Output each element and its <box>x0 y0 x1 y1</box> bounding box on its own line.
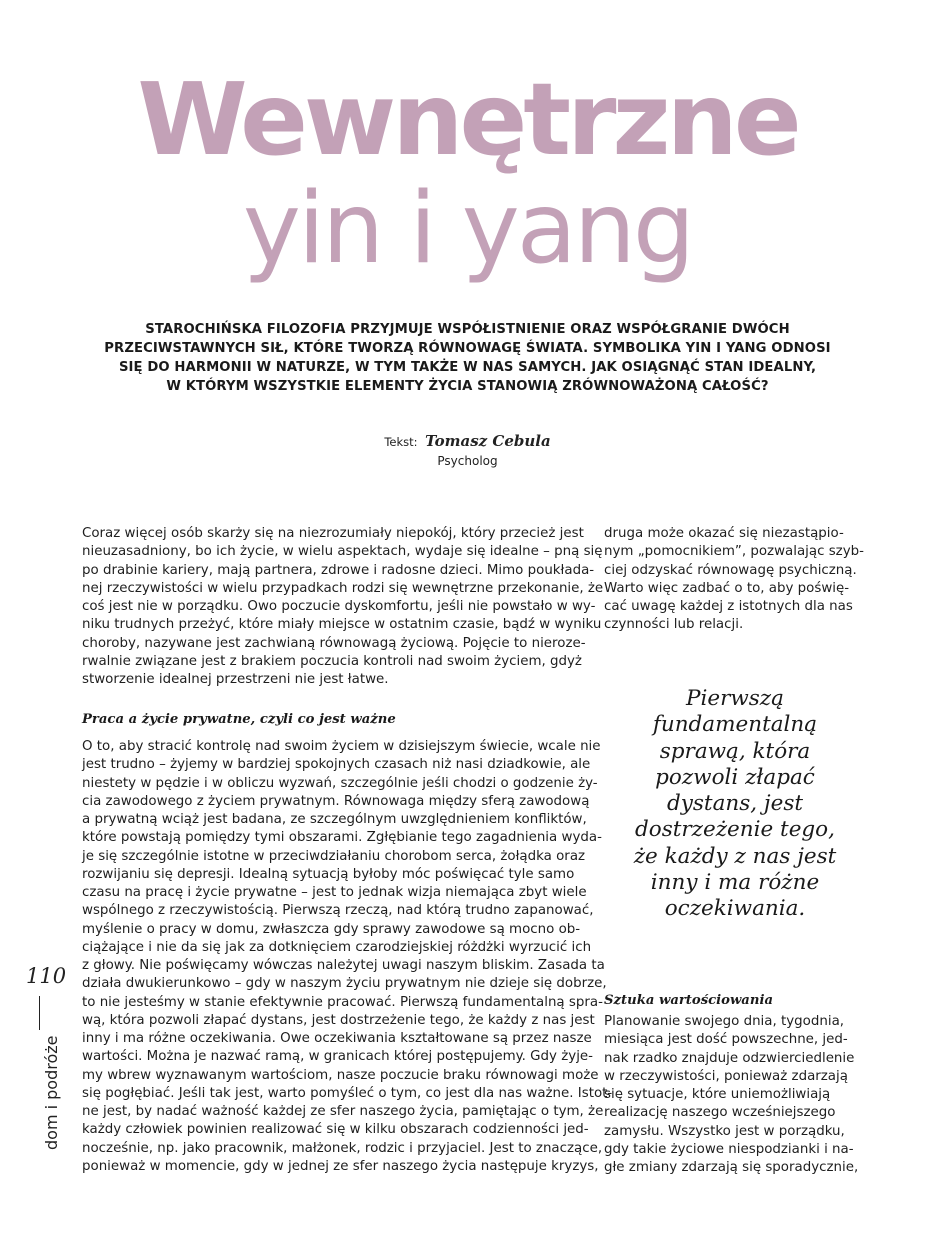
text-line: czasu na pracę i życie prywatne – jest to jednak wizja niemająca zbyt wiele <box>82 885 587 900</box>
lead-line: PRZECIWSTAWNYCH SIŁ, KTÓRE TWORZĄ RÓWNOWAGĘ ŚWIATA. SYMBOLIKA YIN I YANG ODNOSI <box>104 341 831 356</box>
pull-quote-line: fundamentalną <box>652 712 818 738</box>
text-line: które powstają pomiędzy tymi obszarami. Zgłębianie tego zagadnienia wyda- <box>82 830 602 846</box>
text-line: wspólnego z rzeczywistością. Pierwszą rzeczą, nad którą trudno zapanować, <box>82 903 594 919</box>
body-paragraph <box>604 1013 858 1177</box>
text-line: czynności lub relacji. <box>604 617 744 633</box>
article-title-line-2: yin i yang <box>242 172 693 286</box>
pull-quote <box>604 686 866 923</box>
text-line: nocześnie, np. jako pracownik, małżonek, rodzic i przyjaciel. Jest to znaczące, <box>82 1140 603 1156</box>
text-line: miesiąca jest dość powszechne, jed- <box>604 1032 848 1048</box>
pull-quote-line: inny i ma różne <box>650 870 820 896</box>
text-line: niestety w pędzie i w obliczu wyzwań, szczególnie jeśli chodzi o godzenie ży- <box>82 775 598 791</box>
text-line: a prywatną wciąż jest badana, ze szczególnym uwzględnieniem konfliktów, <box>82 812 587 827</box>
text-line: z głowy. Nie poświęcamy wówczas należytej uwagi naszym bliskim. Zasada ta <box>82 958 605 973</box>
text-line: realizację naszego wcześniejszego <box>604 1105 836 1121</box>
text-line: nieuzasadniony, bo ich życie, w wielu aspektach, wydaje się idealne – pną się <box>82 544 603 560</box>
text-line: nak rzadko znajduje odzwierciedlenie <box>604 1050 855 1066</box>
text-line: O to, aby stracić kontrolę nad swoim życiem w dzisiejszym świecie, wcale nie <box>82 739 601 754</box>
pull-quote-line: pozwoli złapać <box>655 764 815 790</box>
text-line: zamysłu. Wszystko jest w porządku, <box>604 1123 845 1139</box>
text-line: myślenie o pracy w domu, zwłaszcza gdy sprawy zawodowe są mocno ob- <box>82 921 581 937</box>
section-label: dom i podróże <box>42 1035 61 1150</box>
text-line: my wbrew wyznawanym wartościom, nasze poczucie braku równowagi może <box>82 1067 599 1083</box>
text-line: druga może okazać się niezastąpio- <box>604 526 844 541</box>
text-line: cać uwagę każdej z istotnych dla nas <box>604 599 853 614</box>
text-line: gdy takie życiowe niespodzianki i na- <box>604 1141 854 1157</box>
pull-quote-line: dostrzeżenie tego, <box>635 817 835 843</box>
byline-label: Tekst: <box>384 435 418 449</box>
text-line: stworzenie idealnej przestrzeni nie jest łatwe. <box>82 672 389 687</box>
continuation-paragraph <box>604 525 864 635</box>
pull-quote-line: że każdy z nas jest <box>633 843 837 869</box>
text-line: coś jest nie w porządku. Owo poczucie dyskomfortu, jeśli nie powstało w wy- <box>82 599 596 614</box>
text-line: inny i ma różne oczekiwania. Owe oczekiwania kształtowane są przez nasze <box>82 1031 592 1046</box>
body-paragraph <box>82 738 612 1176</box>
lead-line: W KTÓRYM WSZYSTKIE ELEMENTY ŻYCIA STANOWIĄ ZRÓWNOWAŻONĄ CAŁOŚĆ? <box>166 379 769 394</box>
pull-quote-line: oczekiwania. <box>664 896 806 922</box>
text-line: choroby, nazywane jest zachwianą równowagą życiową. Pojęcie to nieroze- <box>82 635 586 651</box>
author-name: Tomasz Cebula <box>425 432 551 450</box>
text-line: Planowanie swojego dnia, tygodnia, <box>604 1014 845 1029</box>
byline <box>0 432 935 450</box>
lead-paragraph <box>80 320 855 396</box>
lead-line: SIĘ DO HARMONII W NATURZE, W TYM TAKŻE W NAS SAMYCH. JAK OSIĄGNĄĆ STAN IDEALNY, <box>118 360 817 375</box>
text-line: ciej odzyskać równowagę psychiczną. <box>604 562 857 578</box>
text-line: nym „pomocnikiem”, pozwalając szyb- <box>604 544 864 560</box>
text-line: wartości. Można je nazwać ramą, w granicach której postępujemy. Gdy żyje- <box>82 1049 593 1065</box>
text-line: Warto więc zadbać o to, aby poświę- <box>604 580 850 596</box>
text-line: się sytuacje, które uniemożliwiają <box>604 1087 831 1102</box>
text-line: rozwijaniu się depresji. Idealną sytuacją byłoby móc poświęcać tyle samo <box>82 866 575 882</box>
text-line: to nie jesteśmy w stanie efektywnie pracować. Pierwszą fundamentalną spra- <box>82 994 603 1010</box>
article-title-line-1: Wewnętrzne <box>137 61 798 178</box>
text-line: działa dwukierunkowo – gdy w naszym życiu prywatnym nie dzieje się dobrze, <box>82 976 607 992</box>
author-role: Psycholog <box>437 454 498 468</box>
text-line: niku trudnych przeżyć, które miały miejsce w ostatnim czasie, bądź w wyniku <box>82 617 602 633</box>
text-line: po drabinie kariery, mają partnera, zdrowe i radosne dzieci. Mimo poukłada- <box>82 562 595 578</box>
text-line: się pogłębiać. Jeśli tak jest, warto pomyśleć o tym, co jest dla nas ważne. Istot- <box>82 1085 613 1101</box>
lead-line: STAROCHIŃSKA FILOZOFIA PRZYJMUJE WSPÓŁISTNIENIE ORAZ WSPÓŁGRANIE DWÓCH <box>145 322 790 337</box>
text-line: głe zmiany zdarzają się sporadycznie, <box>604 1160 859 1175</box>
text-line: rwalnie związane jest z brakiem poczucia kontroli nad swoim życiem, gdyż <box>82 653 582 669</box>
section-heading-valuing: Sztuka wartościowania <box>604 993 773 1008</box>
text-line: je się szczególnie istotne w przeciwdziałaniu chorobom serca, żołądka oraz <box>82 848 586 864</box>
text-line: w rzeczywistości, ponieważ zdarzają <box>604 1068 848 1084</box>
text-line: cia zawodowego z życiem prywatnym. Równowaga między sferą zawodową <box>82 793 590 809</box>
page-number: 110 <box>26 964 67 988</box>
text-line: Coraz więcej osób skarży się na niezrozumiały niepokój, który przecież jest <box>82 526 584 541</box>
text-line: wą, która pozwoli złapać dystans, jest dostrzeżenie tego, że każdy z nas jest <box>82 1012 595 1028</box>
pull-quote-line: Pierwszą <box>686 686 784 711</box>
pull-quote-line: sprawą, która <box>659 738 811 764</box>
section-heading-work-life: Praca a życie prywatne, czyli co jest ważne <box>82 712 396 727</box>
folio-divider <box>39 996 40 1030</box>
text-line: jest trudno – żyjemy w bardziej spokojnych czasach niż nasi dziadkowie, ale <box>82 757 591 773</box>
text-line: ne jest, by nadać ważność każdej ze sfer naszego życia, pamiętając o tym, że <box>82 1104 604 1119</box>
text-line: nej rzeczywistości w wielu przypadkach rodzi się wewnętrzne przekonanie, że <box>82 580 604 596</box>
intro-paragraph <box>82 525 603 689</box>
pull-quote-line: dystans, jest <box>666 791 803 817</box>
text-line: ciążające i nie da się jak za dotknięciem czarodziejskiej różdżki wyrzucić ich <box>82 939 592 955</box>
text-line: ponieważ w momencie, gdy w jednej ze sfer naszego życia następuje kryzys, <box>82 1158 599 1174</box>
text-line: każdy człowiek powinien realizować się w kilku obszarach codzienności jed- <box>82 1122 589 1138</box>
